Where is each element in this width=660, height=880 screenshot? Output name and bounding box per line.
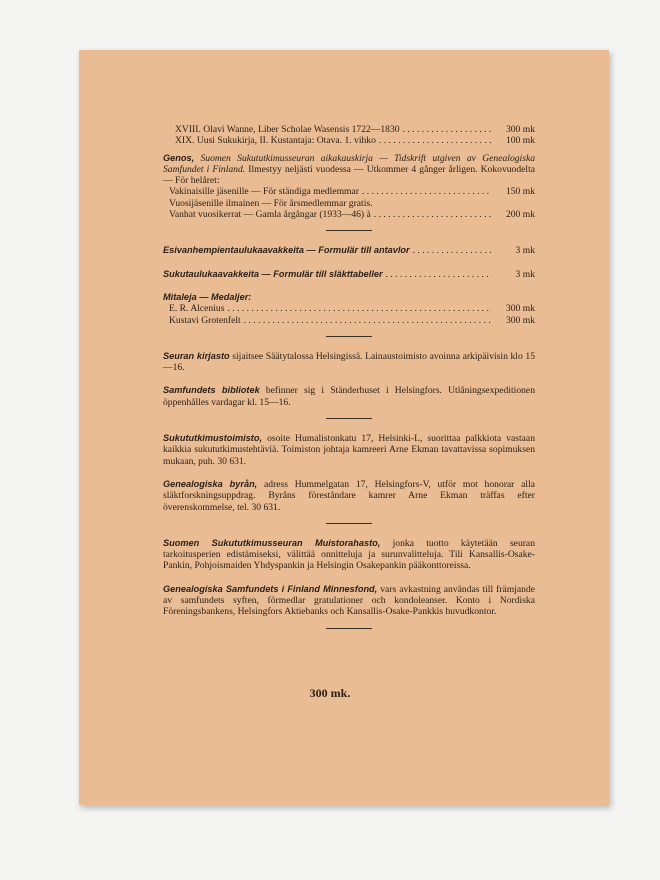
divider	[326, 418, 372, 419]
publication-row: XVIII. Olavi Wanne, Liber Scholae Wasensis 1722—1830 . . . 300 mk	[163, 124, 535, 135]
form-row: Esivanhempientaulukaavakkeita — Formulär till antavlor . . . 3 mk	[163, 245, 535, 256]
library-paragraph: Samfundets bibliotek befinner sig i Ständerhuset i Helsingfors. Utlåningsexpeditionen öppenhålles vardagar kl. 15—16.	[163, 385, 535, 408]
divider	[326, 230, 372, 231]
fund-paragraph: Suomen Sukututkimusseuran Muistorahasto, jonka tuotto käytetään seuran tarkoitusperien edistämiseksi, välittää onnitteluja ja surunvalitteluja. Tili Kansallis-Osake-Pankin, Pohjoismaiden Yhdyspankin ja Helsingin Osakepankin pääkonttoreissa.	[163, 537, 535, 572]
medal-row: Kustavi Grotenfelt . . . 300 mk	[163, 315, 535, 326]
form-row: Sukutaulukaavakkeita — Formulär till släkttabeller . . . 3 mk	[163, 269, 535, 280]
medal-row: E. R. Alcenius . . . 300 mk	[163, 303, 535, 314]
cover-price: 300 mk.	[309, 686, 351, 700]
divider	[326, 523, 372, 524]
fund-paragraph: Genealogiska Samfundets i Finland Minnesfond, vars avkastning användas till främjande av samfundets syften, förmedlar gratulationer och kondoleanser. Konto i Nordiska Föreningsbankens, Helsingfors Aktiebanks och Kansallis-Osake-Pankkis huvudkontor.	[163, 583, 535, 618]
divider	[326, 336, 372, 337]
publication-row: XIX. Uusi Sukukirja, II. Kustantaja: Otava. 1. vihko . . . 100 mk	[163, 135, 535, 146]
genos-block: Genos, Suomen Sukututkimusseuran aikakauskirja — Tidskrift utgiven av Genealogiska Samfundet i Finland. Ilmestyy neljästi vuodessa — Utkommer 4 gånger årligen. Kokovuodelta — För helåret:	[163, 152, 535, 187]
medals-title: Mitaleja — Medaljer:	[163, 291, 252, 302]
divider	[326, 628, 372, 629]
cover-text	[163, 124, 535, 643]
office-paragraph: Sukututkimustoimisto, osoite Humalistonkatu 17, Helsinki-L, suorittaa palkkiota vastaan kaikkia sukututkimustehtäviä. Toimiston johtaja kamreeri Arne Ekman tavattavissa sopimuksen mukaan, puh. 30 631.	[163, 433, 535, 467]
genos-row: Vanhat vuosikerrat — Gamla årgångar (1933—46) à . . . 200 mk	[163, 209, 535, 220]
genos-row: Vuosijäsenille ilmainen — För årsmedlemmar gratis.	[169, 197, 373, 209]
office-paragraph: Genealogiska byrån, adress Hummelgatan 17, Helsingfors-V, utför mot honorar alla släktforskningsuppdrag. Byråns föreståndare kamrer Arne Ekman träffas efter överenskommelse, tel. 30 631.	[163, 478, 535, 513]
library-paragraph: Seuran kirjasto sijaitsee Säätytalossa Helsingissä. Lainaustoimisto avoinna arkipäivisin klo 15—16.	[163, 350, 535, 374]
genos-row: Vakinaisille jäsenille — För ständiga medlemmar . . . 150 mk	[163, 186, 535, 197]
